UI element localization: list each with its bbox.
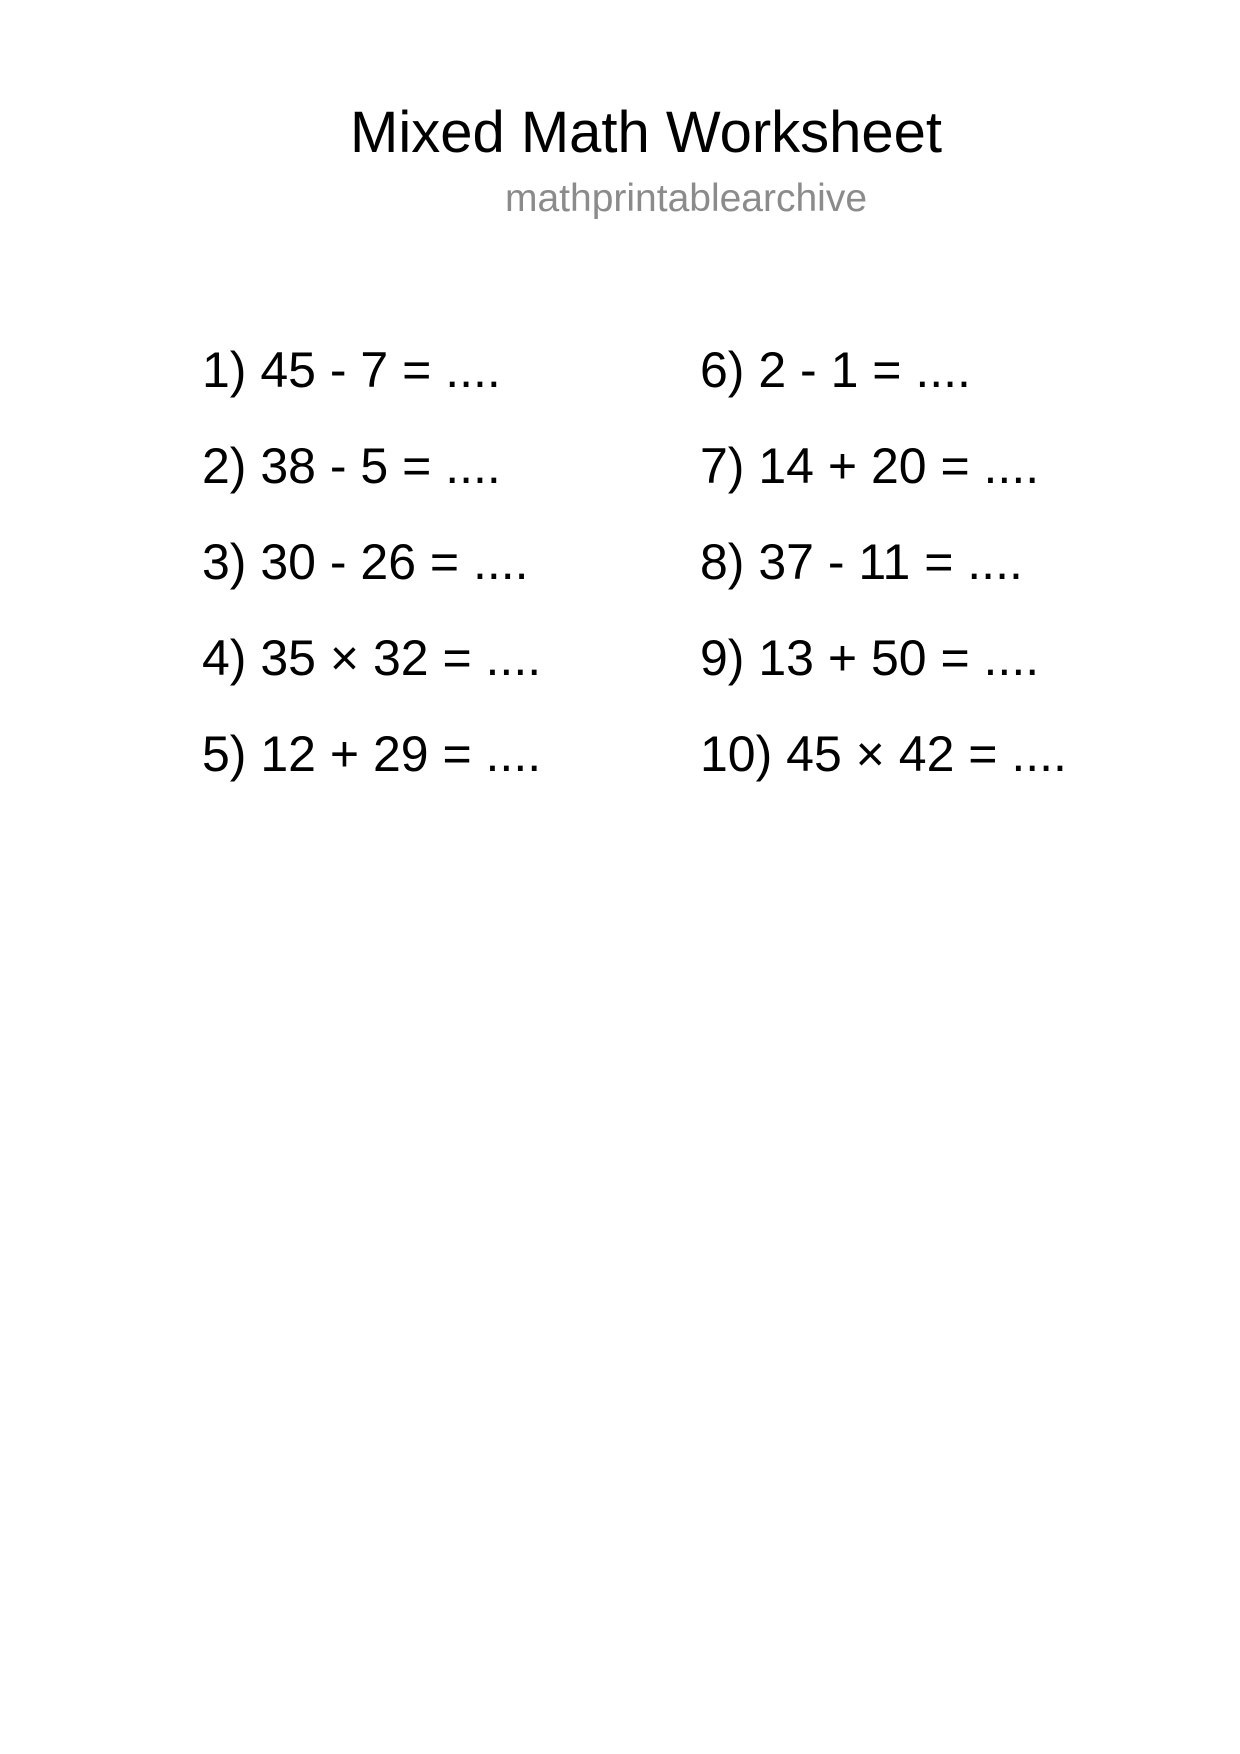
problem-item-8: 8) 37 - 11 = .... <box>700 534 1023 590</box>
page-title: Mixed Math Worksheet <box>350 100 943 165</box>
page-subtitle: mathprintablearchive <box>505 177 868 220</box>
problem-item-2: 2) 38 - 5 = .... <box>202 438 501 494</box>
problem-item-7: 7) 14 + 20 = .... <box>700 438 1040 494</box>
problem-item-6: 6) 2 - 1 = .... <box>700 342 971 398</box>
problem-item-3: 3) 30 - 26 = .... <box>202 534 529 590</box>
problems-column-left <box>202 342 542 782</box>
problem-item-9: 9) 13 + 50 = .... <box>700 630 1040 686</box>
problem-item-4: 4) 35 × 32 = .... <box>202 630 542 686</box>
problem-item-1: 1) 45 - 7 = .... <box>202 342 501 398</box>
problems-column-right <box>700 342 1067 782</box>
problem-item-5: 5) 12 + 29 = .... <box>202 726 542 782</box>
problem-item-10: 10) 45 × 42 = .... <box>700 726 1067 782</box>
